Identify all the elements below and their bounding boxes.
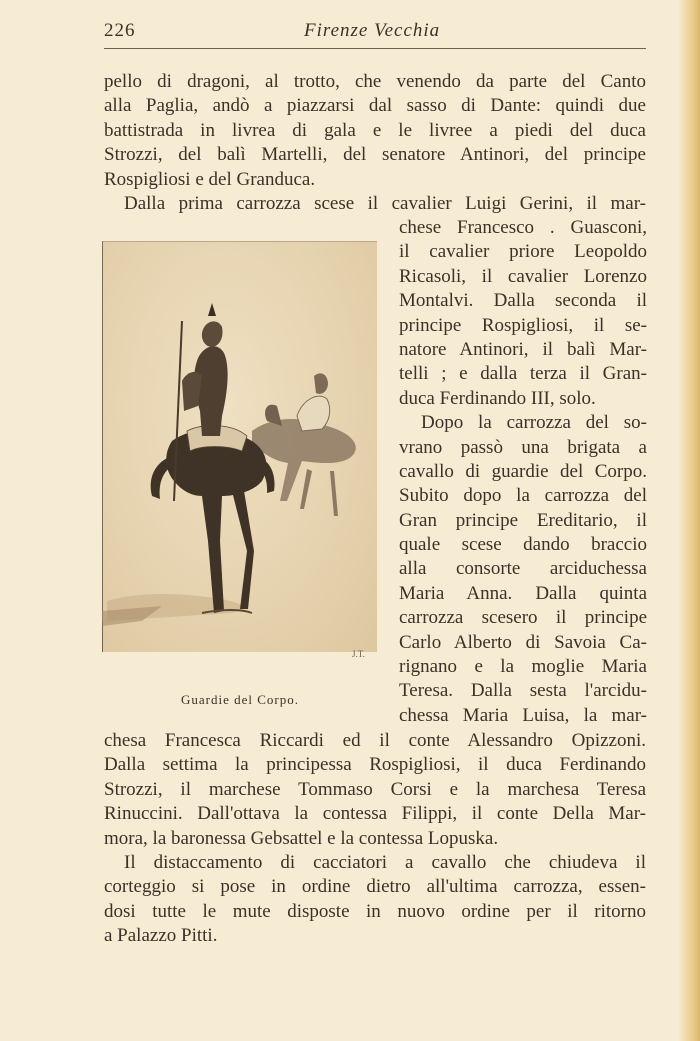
header-rule [104,48,646,49]
text-line: pello di dragoni, al trotto, che venendo da parte del Canto [104,71,646,92]
text-line: Teresa. Dalla sesta l'arcidu- [399,680,647,702]
text-line: Strozzi, il marchese Tommaso Corsi e la marchesa Teresa [104,778,646,800]
text-line: chese Francesco . Guasconi, [399,217,647,238]
text-line: natore Antinori, il balì Mar- [399,338,647,360]
text-line: Dalla prima carrozza scese il cavalier Luigi Gerini, il mar- [124,192,646,214]
text-line: mora, la baronessa Gebsattel e la contessa Lopuska. [104,827,499,849]
text-line: cavallo di guardie del Corpo. [399,460,647,482]
text-line: Montalvi. Dalla seconda il [399,290,647,312]
text-line: a Palazzo Pitti. [104,925,218,947]
text-line: carrozza scesero il principe [399,607,647,629]
text-line: duca Ferdinando III, solo. [399,387,596,409]
text-line: Rinuccini. Dall'ottava la contessa Filippi, il conte Della Mar- [104,803,646,825]
text-line: chesa Francesca Riccardi ed il conte Alessandro Opizzoni. [104,730,646,751]
text-line: Strozzi, del balì Martelli, del senatore Antinori, del principe [104,144,646,166]
figure-caption: Guardie del Corpo. [180,692,299,707]
artist-signature: J.T. [352,649,365,659]
text-line: rignano e la moglie Maria [399,656,647,678]
text-line: quale scese dando braccio [399,534,647,556]
wrapped-text-column [399,216,647,728]
text-line: principe Rospigliosi, il se- [399,314,647,336]
page-edge [678,0,700,1041]
paragraph-1 [104,70,646,216]
text-line: Dalla settima la principessa Rospigliosi, il duca Ferdinando [104,754,646,776]
text-line: Ricasoli, il cavalier Lorenzo [399,265,647,287]
text-line: vrano passò una brigata a [399,436,647,458]
text-line: Gran principe Ereditario, il [399,509,647,531]
page-number: 226 [104,20,136,41]
text-line: Il distaccamento di cacciatori a cavallo che chiudeva il [124,851,646,873]
text-line: battistrada in livrea di gala e le livree a piedi del duca [104,119,646,141]
illustration-drawing [102,241,376,651]
text-line: Rospigliosi e del Granduca. [104,168,316,190]
text-line: Maria Anna. Dalla quinta [399,582,647,604]
text-line: telli ; e dalla terza il Gran- [399,363,647,385]
text-line: chessa Maria Luisa, la mar- [399,704,647,726]
page-header [104,20,646,48]
text-line: corteggio si pose in ordine dietro all'ultima carrozza, essen- [104,876,646,898]
text-line: Subito dopo la carrozza del [399,485,647,507]
illustration-guardie [102,241,376,659]
text-line: alla consorte arciduchessa [399,558,647,580]
text-line: Dopo la carrozza del so- [421,412,647,434]
running-title: Firenze Vecchia [304,20,441,41]
paragraph-3-continuation [104,729,646,949]
text-line: il cavalier priore Leopoldo [399,241,647,263]
text-line: Carlo Alberto di Savoia Ca- [399,631,647,653]
text-line: dosi tutte le mute disposte in nuovo ordine per il ritorno [104,900,646,922]
text-line: alla Paglia, andò a piazzarsi dal sasso di Dante: quindi due [104,95,646,117]
